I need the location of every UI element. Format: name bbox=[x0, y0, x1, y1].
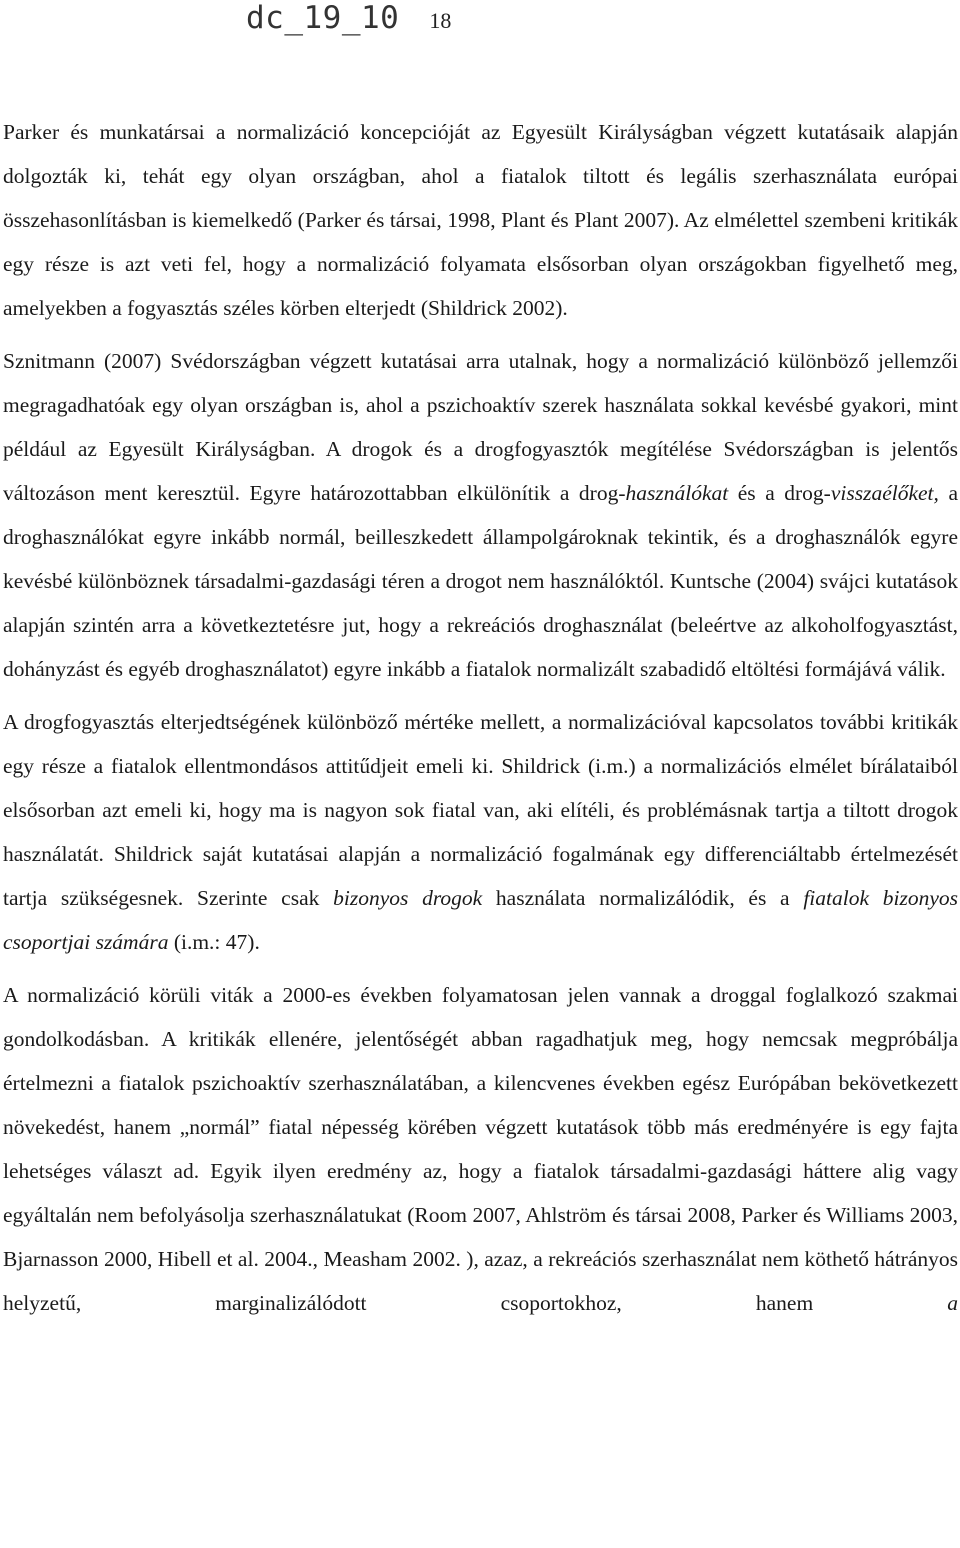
document-body bbox=[3, 110, 958, 1325]
text-run: Sznitmann (2007) Svédországban végzett kutatásai arra utalnak, hogy a normalizáció különböző jellemzői megragadhatóak egy olyan országban is, ahol a pszichoaktív szerek használata sokkal kevésbé gyakori, mint például az Egyesült Királyságban. A drogok és a drogfogyasztók megítélése Svédországban is jelentős változáson ment keresztül. Egyre határozottabban elkülönítik a drog- bbox=[3, 349, 958, 505]
text-run: Parker és munkatársai a normalizáció koncepcióját az Egyesült Királyságban végzett kutatásaik alapján dolgozták ki, tehát egy olyan országban, ahol a fiatalok tiltott és legális szerhasználata európai összehasonlításban is kiemelkedő (Parker és társai, 1998, Plant és Plant 2007). Az elmélettel szembeni kritikák egy része is azt veti fel, hogy a normalizáció folyamata elsősorban olyan országokban figyelhető meg, amelyekben a fogyasztás széles körben elterjedt (Shildrick 2002). bbox=[3, 120, 958, 320]
paragraph-1 bbox=[3, 110, 958, 330]
document-id: dc_19_10 bbox=[246, 0, 400, 36]
paragraph-2 bbox=[3, 339, 958, 691]
paragraph-4 bbox=[3, 973, 958, 1325]
page-number: 18 bbox=[429, 8, 452, 33]
text-run: (i.m.: 47). bbox=[168, 930, 260, 954]
text-run: A drogfogyasztás elterjedtségének különböző mértéke mellett, a normalizációval kapcsolatos további kritikák egy része a fiatalok ellentmondásos attitűdjeit emeli ki. Shildrick (i.m.) a normalizációs elmélet bírálataiból elsősorban azt emeli ki, hogy ma is nagyon sok fiatal van, aki elítéli, és problémásnak tartja a tiltott drogok használatát. Shildrick saját kutatásai alapján a normalizáció fogalmának egy differenciáltabb értelmezését tartja szükségesnek. Szerinte csak bbox=[3, 710, 958, 910]
italic-term: bizonyos drogok bbox=[333, 886, 483, 910]
text-run: A normalizáció körüli viták a 2000-es években folyamatosan jelen vannak a droggal foglalkozó szakmai gondolkodásban. A kritikák ellenére, jelentőségét abban ragadhatjuk meg, hogy nemcsak megpróbálja értelmezni a fiatalok pszichoaktív szerhasználatában, a kilencvenes években egész Európában bekövetkezett növekedést, hanem „normál” fiatal népesség körében végzett kutatások több más eredményére is egy fajta lehetséges választ ad. Egyik ilyen eredmény az, hogy a fiatalok társadalmi-gazdasági háttere alig vagy egyáltalán nem befolyásolja szerhasználatukat (Room 2007, Ahlström és társai 2008, Parker és Williams 2003, Bjarnasson 2000, Hibell et al. 2004., Measham 2002. ), azaz, a rekreációs szerhasználat nem köthető hátrányos helyzetű, marginalizálódott csoportokhoz, hanem bbox=[3, 983, 958, 1315]
text-run: használata normalizálódik, és a bbox=[482, 886, 804, 910]
italic-term: fiatalok bizonyos csoportjai számára bbox=[3, 886, 958, 954]
page-header bbox=[246, 0, 451, 40]
italic-term: visszaélőket, bbox=[830, 481, 939, 505]
paragraph-3 bbox=[3, 700, 958, 964]
text-run: és a drog- bbox=[728, 481, 831, 505]
text-run: a droghasználókat egyre inkább normál, beilleszkedett állampolgároknak tekintik, és a droghasználók egyre kevésbé különböznek társadalmi-gazdasági téren a drogot nem használóktól. Kuntsche (2004) svájci kutatások alapján szintén arra a következtetésre jut, hogy a rekreációs droghasználat (beleértve az alkoholfogyasztást, dohányzást és egyéb droghasználatot) egyre inkább a fiatalok normalizált szabadidő eltöltési formájává válik. bbox=[3, 481, 958, 681]
italic-term: használókat bbox=[625, 481, 729, 505]
italic-term: a bbox=[947, 1291, 958, 1315]
